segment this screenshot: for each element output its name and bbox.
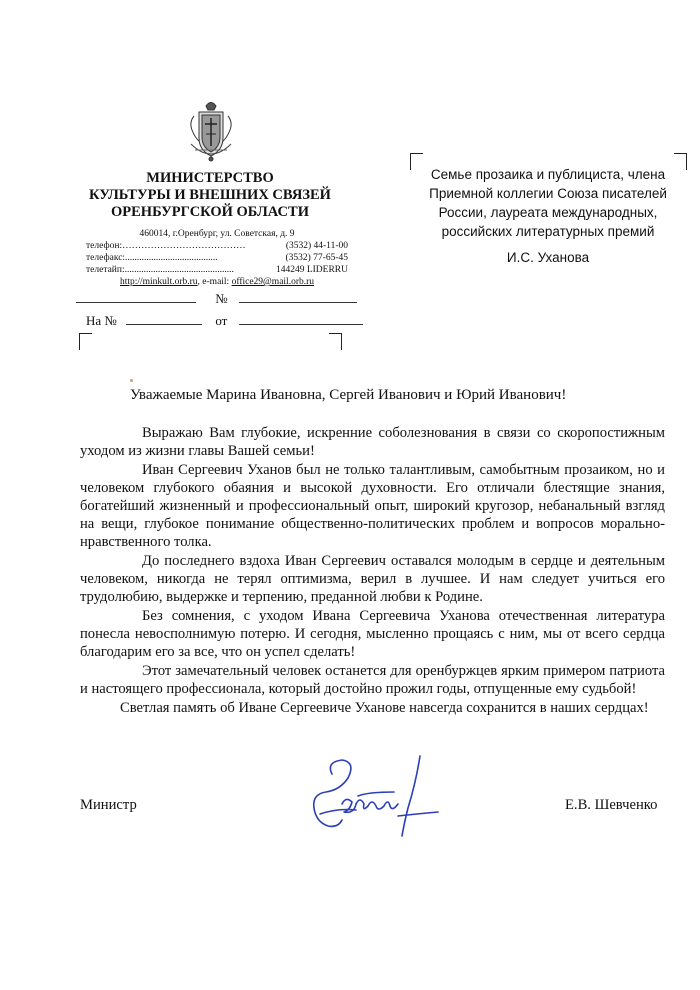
reference-date-blank (239, 312, 363, 325)
handwritten-signature (298, 752, 448, 852)
addressee-line-2: Приемной коллегии Союза писателей (429, 186, 667, 201)
phone-row (86, 240, 348, 252)
right-field-corner-mark (329, 333, 342, 350)
letter-paragraph: До последнего вздоха Иван Сергеевич оставался молодым в сердце и деятельным человеком, никогда не терял оптимизма, верил в лучшее. И нам следует учиться его трудолюбию, выдержке и терпению, преданной любви к Родине. (80, 553, 665, 605)
letter-greeting: Уважаемые Марина Ивановна, Сергей Иванович и Юрий Иванович! (130, 387, 567, 403)
addressee-line-4: российских литературных премий (441, 224, 655, 239)
letter-body (80, 424, 665, 718)
letter-paragraph: Светлая память об Иване Сергеевиче Уханове навсегда сохранится в наших сердцах! (120, 700, 649, 716)
ministry-name (74, 170, 346, 221)
fax-label: телефакс:....................................... (86, 253, 218, 263)
ministry-name-line-3: ОРЕНБУРГСКОЙ ОБЛАСТИ (111, 204, 309, 220)
addressee-line-1: Семье прозаика и публициста, члена (430, 167, 666, 182)
coat-of-arms-icon (186, 98, 236, 164)
reference-line (86, 312, 363, 329)
number-sign: № (215, 291, 228, 306)
outgoing-number-blank (239, 290, 357, 303)
reference-label: На № (86, 313, 117, 328)
telex-value: 144249 LIDERRU (275, 265, 348, 275)
outgoing-number-line (76, 290, 357, 307)
letter-paragraph: Иван Сергеевич Уханов был не только талантливым, самобытным прозаиком, но и человеком глубокого обаяния и высокой духовности. Его отличали блестящие знания, богатейший жизненный и профессиональный опыт, широкий кругозор, небанальный взгляд на вещи, глубокое понимание общественно-политических проблем и вопросов морально-нравственного толка. (80, 462, 665, 550)
fax-value: (3532) 77-65-45 (285, 253, 348, 263)
telex-row (86, 264, 348, 276)
addressee-block (412, 165, 684, 267)
telex-label: телетайп:.............................................. (86, 265, 234, 275)
ministry-address: 460014, г.Оренбург, ул. Советская, д. 9 (139, 229, 295, 239)
letter-paragraph: Этот замечательный человек останется для оренбуржцев ярким примером патриота и настоящего профессионала, который достойно прожил годы, отпущенные ему судьбой! (80, 663, 665, 697)
ministry-name-line-2: КУЛЬТУРЫ И ВНЕШНИХ СВЯЗЕЙ (89, 187, 331, 203)
signer-name: Е.В. Шевченко (565, 797, 658, 813)
website-link[interactable]: http://minkult.orb.ru (119, 277, 198, 287)
addressee-name: И.С. Уханова (506, 250, 590, 265)
outgoing-date-blank (76, 290, 196, 303)
ministry-name-line-1: МИНИСТЕРСТВО (146, 170, 274, 186)
fax-row (86, 252, 348, 264)
phone-value: (3532) 44-11-00 (285, 241, 348, 251)
web-row (86, 276, 348, 288)
reference-number-blank (126, 312, 202, 325)
ministry-contacts (86, 228, 348, 288)
from-label: от (215, 313, 228, 328)
letter-paragraph: Без сомнения, с уходом Ивана Сергеевича Уханова отечественная литература понесла невосполнимую потерю. И сегодня, мысленно прощаясь с ним, мы от всего сердца благодарим его за все, что он успел сделать! (80, 608, 665, 660)
left-field-corner-mark (79, 333, 92, 350)
phone-label: телефон:………………………………… (86, 241, 246, 251)
letter-paragraph: Выражаю Вам глубокие, искренние соболезнования в связи со скоропостижным уходом из жизни главы Вашей семьи! (80, 425, 665, 459)
addressee-line-3: России, лауреата международных, (438, 205, 658, 220)
scan-mark (130, 379, 133, 382)
email-prefix: , e-mail: (197, 277, 232, 287)
email-link[interactable]: office29@mail.orb.ru (231, 277, 315, 287)
signer-position: Министр (80, 797, 137, 813)
